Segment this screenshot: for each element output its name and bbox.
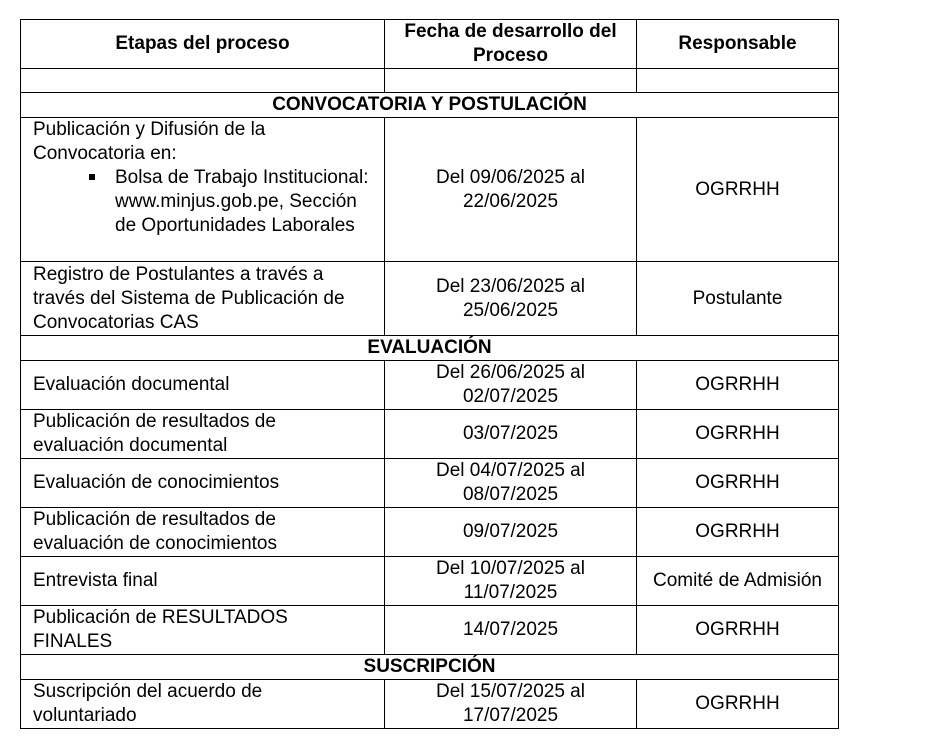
stage-text: Publicación y Difusión de la — [33, 119, 266, 140]
table-row — [21, 262, 839, 336]
header-dates — [385, 20, 637, 69]
table-row — [21, 508, 839, 557]
section-row — [21, 93, 839, 118]
table-row — [21, 680, 839, 729]
section-suscripcion: SUSCRIPCIÓN — [21, 655, 839, 680]
section-row — [21, 655, 839, 680]
header-row — [21, 20, 839, 69]
date-cell: 09/07/2025 — [385, 508, 637, 557]
date-text: 22/06/2025 — [462, 190, 559, 212]
date-cell: 03/07/2025 — [385, 410, 637, 459]
responsible-cell: OGRRHH — [637, 680, 839, 729]
date-cell — [385, 361, 637, 410]
stage-text: evaluación de conocimientos — [33, 533, 277, 554]
date-text: Del 23/06/2025 al — [436, 275, 585, 297]
empty-cell — [21, 69, 385, 93]
responsible-cell: OGRRHH — [637, 508, 839, 557]
stage-text: través del Sistema de Publicación de — [33, 287, 345, 309]
table-row — [21, 361, 839, 410]
header-responsible-label: Responsable — [678, 33, 797, 54]
stage-cell: Entrevista final — [21, 557, 385, 606]
process-schedule-table — [20, 19, 839, 729]
empty-cell — [637, 69, 839, 93]
date-text: Del 10/07/2025 al — [436, 558, 585, 579]
table-row — [21, 606, 839, 655]
stage-cell — [21, 118, 385, 262]
stage-text: Publicación de resultados de — [33, 411, 276, 432]
responsible-cell: OGRRHH — [637, 459, 839, 508]
table-row — [21, 410, 839, 459]
date-text: 11/07/2025 — [463, 582, 558, 603]
bullet-text: www.minjus.gob.pe, Sección — [115, 191, 357, 212]
list-item — [89, 166, 372, 238]
stage-text: evaluación documental — [33, 435, 228, 456]
date-cell — [385, 262, 637, 336]
responsible-cell: OGRRHH — [637, 606, 839, 655]
header-dates-line2: Proceso — [473, 45, 548, 66]
date-cell — [385, 557, 637, 606]
stage-text: Suscripción del acuerdo de — [33, 681, 263, 702]
date-cell — [385, 680, 637, 729]
responsible-cell: Postulante — [637, 262, 839, 336]
bullet-list — [33, 166, 372, 238]
stage-cell: Evaluación de conocimientos — [21, 459, 385, 508]
stage-text: Publicación de resultados de — [33, 509, 276, 530]
responsible-cell: OGRRHH — [637, 361, 839, 410]
section-convocatoria: CONVOCATORIA Y POSTULACIÓN — [21, 93, 839, 118]
stage-text: FINALES — [33, 631, 113, 652]
date-cell — [385, 459, 637, 508]
stage-cell — [21, 606, 385, 655]
date-cell — [385, 118, 637, 262]
responsible-cell: Comité de Admisión — [637, 557, 839, 606]
date-text: Del 26/06/2025 al — [436, 362, 585, 383]
date-text: Del 09/06/2025 al — [436, 166, 585, 188]
section-row — [21, 336, 839, 361]
stage-text: Registro de Postulantes a través a — [33, 263, 324, 285]
header-dates-line1: Fecha de desarrollo del — [404, 21, 617, 42]
date-text: Del 15/07/2025 al — [436, 681, 585, 702]
stage-cell — [21, 410, 385, 459]
responsible-cell: OGRRHH — [637, 410, 839, 459]
stage-cell — [21, 680, 385, 729]
bullet-text: Bolsa de Trabajo Institucional: — [115, 167, 369, 188]
table-row — [21, 557, 839, 606]
header-stages — [21, 20, 385, 69]
date-text: 17/07/2025 — [462, 705, 559, 726]
stage-cell — [21, 262, 385, 336]
table-row — [21, 459, 839, 508]
stage-text: Convocatorias CAS — [33, 311, 199, 333]
empty-row — [21, 69, 839, 93]
empty-cell — [385, 69, 637, 93]
table-row — [21, 118, 839, 262]
stage-cell: Evaluación documental — [21, 361, 385, 410]
date-text: 02/07/2025 — [462, 386, 559, 407]
date-text: 08/07/2025 — [462, 484, 559, 505]
section-evaluacion: EVALUACIÓN — [21, 336, 839, 361]
stage-text: Convocatoria en: — [33, 143, 177, 164]
date-text: Del 04/07/2025 al — [436, 460, 585, 481]
date-text: 25/06/2025 — [462, 299, 559, 321]
responsible-cell: OGRRHH — [637, 118, 839, 262]
stage-text: Publicación de RESULTADOS — [33, 607, 288, 628]
header-stages-label: Etapas del proceso — [115, 33, 290, 54]
header-responsible — [637, 20, 839, 69]
date-cell: 14/07/2025 — [385, 606, 637, 655]
stage-cell — [21, 508, 385, 557]
bullet-text: de Oportunidades Laborales — [115, 215, 355, 236]
stage-text: voluntariado — [33, 705, 137, 726]
